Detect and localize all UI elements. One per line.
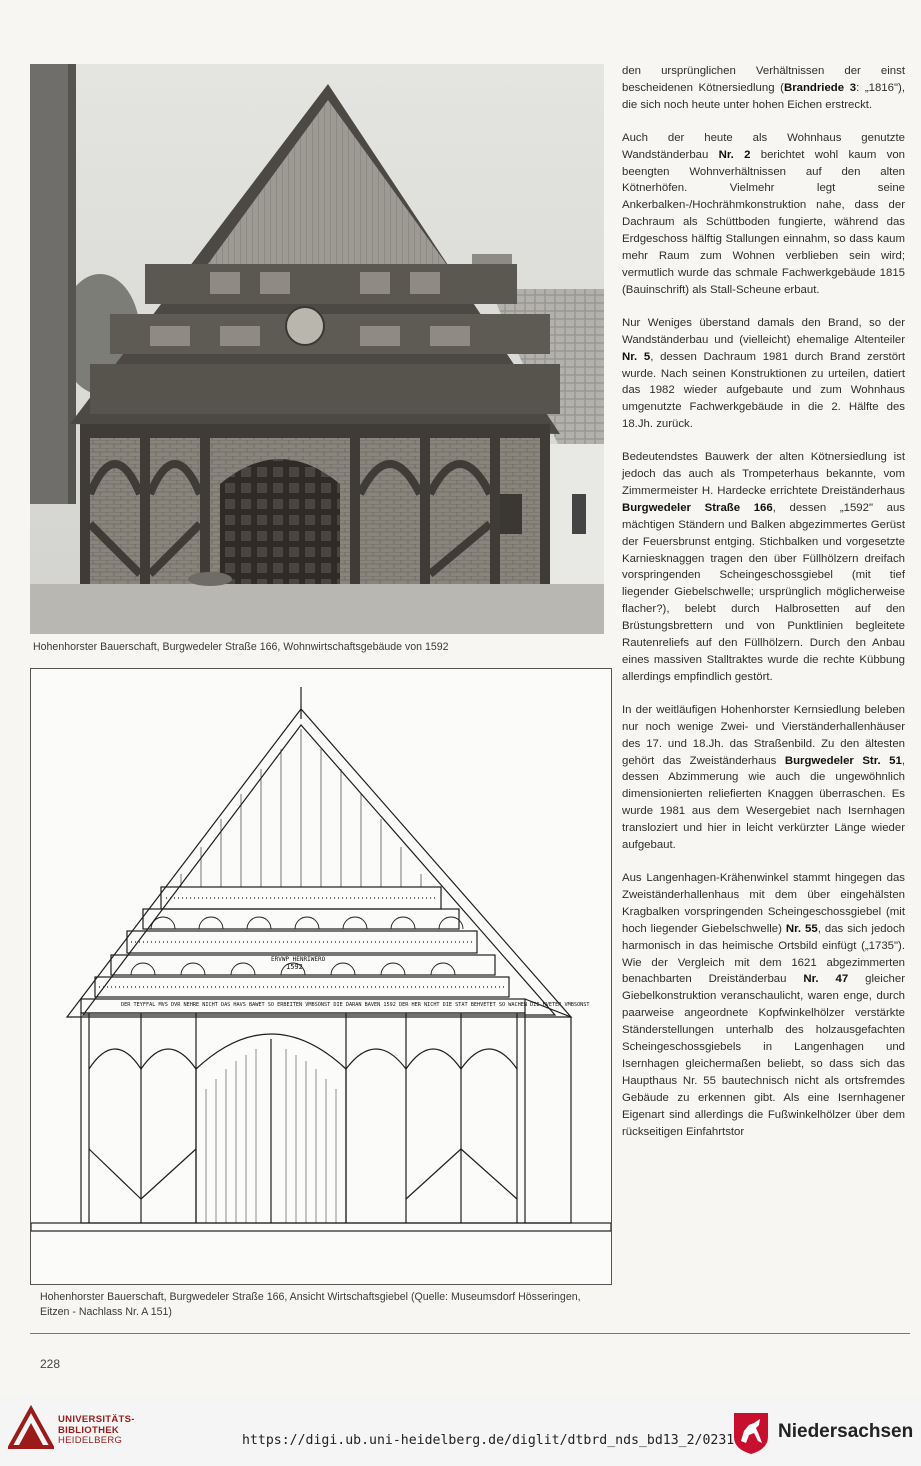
library-name <box>58 1415 135 1447</box>
photo-caption: Hohenhorster Bauerschaft, Burgwedeler Straße 166, Wohnwirtschaftsgebäude von 1592 <box>33 641 449 653</box>
body-paragraph: Nur Weniges überstand damals den Brand, so der Wandständerbau und (vielleicht) ehemalige Altenteiler Nr. 5, dessen Dachraum 1981 durch Brand zerstört wurde. Nach seinen Konstruktionen zu urteilen, datiert das 1982 wieder aufgebaute und zum Wohnhaus umgenutzte Fachwerkgebäude in die 2. Hälfte des 18.Jh. zurück. <box>622 316 905 431</box>
address-reference: Nr. 47 <box>803 973 849 986</box>
building-photo <box>30 64 604 634</box>
body-paragraph: In der weitläufigen Hohenhorster Kernsiedlung beleben nur noch wenige Zwei- und Vierständerhallenhäuser des 17. und 18.Jh. das Straßenbild. Zu den ältesten gehört das Zweiständerhaus Burgwedeler Str. 51, dessen Abzimmerung wie auch die ungewöhnlich dimensionierten reliefierten Knaggen überraschen. Es wurde 1981 aus dem Wesergebiet nach Isernhagen transloziert und hier in leicht verkürzter Länge wieder aufgebaut. <box>622 703 905 852</box>
body-paragraph: den ursprünglichen Verhältnissen der einst bescheidenen Kötnersiedlung (Brandriede 3: „1816"), die sich noch heute unter hohen Eichen erstreckt. <box>622 65 905 111</box>
footer-rule <box>30 1333 910 1334</box>
names-inscription: ERVWP HENRIWERO <box>271 956 326 963</box>
document-url-link[interactable]: https://digi.ub.uni-heidelberg.de/diglit/dtbrd_nds_bd13_2/0231 <box>242 1433 735 1448</box>
address-reference: Burgwedeler Str. 51 <box>784 754 902 767</box>
body-paragraph: Auch der heute als Wohnhaus genutzte Wandständerbau Nr. 2 berichtet wohl kaum von beengten Wohnverhältnissen auf den alten Kötnerhöfen. Vielmehr legt seine Ankerbalken-/Hochrähmkonstruktion nahe, dass der Dachraum als Schüttboden fungierte, während das Erdgeschoss hälftig Stallungen einnahm, so dass kaum mehr Raum zum Wohnen verblieben sein wird; vermutlich wurde das schmale Fachwerkgebäude 1815 (Bauinschrift) als Stall-Scheune erbaut. <box>622 131 905 296</box>
body-paragraph: Bedeutendstes Bauwerk der alten Kötnersiedlung ist jedoch das auch als Trompeterhaus bekannte, vom Zimmermeister H. Hardecke errichtete Dreiständerhaus Burgwedeler Straße 166, dessen „1592" aus mächtigen Ständern und Balken abgezimmertes Gerüst der Feuersbrunst entging. Stichbalken und vorgesetzte Karniesknaggen tragen den über Füllhölzern dreifach vorspringenden Scheingeschossgiebel (mit tief liegender Giebelschwelle; ursprünglich möglicherweise flacher?), belebt durch Halbrosetten auf den Brüstungsbrettern und von Punktlinien begleitete Rautenreliefs auf den Füllhölzern. Durch den Anbau eines massiven Stalltraktes wurde die rechte Kübbung allerdings empfindlich gestört. <box>622 451 906 683</box>
beam-inscription: DER TEYFFAL MVS DVR NEHRE NICHT DAS HAVS BAWET SO ERBEITEN VMBSONST DIE DARAN BAVEN 1592 DER HER NICHT DIE STAT BEHVETET SO WACHEN DIE HVETER VMBSONST <box>121 1002 590 1008</box>
library-line-3: HEIDELBERG <box>58 1435 123 1446</box>
niedersachsen-horse-icon <box>732 1411 770 1455</box>
page-number: 228 <box>40 1357 61 1371</box>
date-inscription: 1592 <box>286 963 303 971</box>
text-column <box>622 63 905 1156</box>
ub-heidelberg-logo-icon <box>8 1403 54 1449</box>
gable-drawing <box>30 668 612 1285</box>
body-paragraph: Aus Langenhagen-Krähenwinkel stammt hingegen das Zweiständerhallenhaus mit dem über eingehälsten Kragbalken vorspringenden Scheingeschossgiebel (mit hoch liegender Giebelschwelle) Nr. 55, das sich jedoch harmonisch in das heimische Ortsbild einfügt („1735"). Wie der Vergleich mit dem 1621 abgezimmerten benachbarten Dreiständerbau Nr. 47 gleicher Giebelkonstruktion veranschaulicht, waren enge, durch paarweise angeordnete Kopfwinkelhölzer verstärkte Ständerstellungen unterhalb des holzausgefachten Scheingeschossgiebels in Langenhagen und Isernhagen gleichermaßen beliebt, so dass sich das Haupthaus Nr. 55 bautechnisch nicht als ortsfremdes Gebäude zu erkennen gibt. Als eine Isernhagener Eigenart sind allerdings die Fußwinkelhölzer über dem rückseitigen Einfahrtstor <box>622 871 905 1138</box>
address-reference: Burgwedeler Straße 166 <box>622 501 773 514</box>
address-reference: Nr. 55 <box>785 922 818 935</box>
drawing-caption: Hohenhorster Bauerschaft, Burgwedeler Straße 166, Ansicht Wirtschaftsgiebel (Quelle: Museumsdorf Hösseringen, Eitzen - Nachlass Nr. A 151) <box>40 1291 581 1318</box>
address-reference: Nr. 2 <box>718 148 751 161</box>
address-reference: Nr. 5 <box>622 350 651 363</box>
niedersachsen-logo <box>732 1407 917 1457</box>
footer-bar <box>0 1395 921 1466</box>
library-line-1: UNIVERSITÄTS- <box>58 1414 135 1425</box>
state-name: Niedersachsen <box>778 1421 914 1442</box>
address-reference: Brandriede 3 <box>783 81 857 94</box>
library-line-2: BIBLIOTHEK <box>58 1424 120 1436</box>
